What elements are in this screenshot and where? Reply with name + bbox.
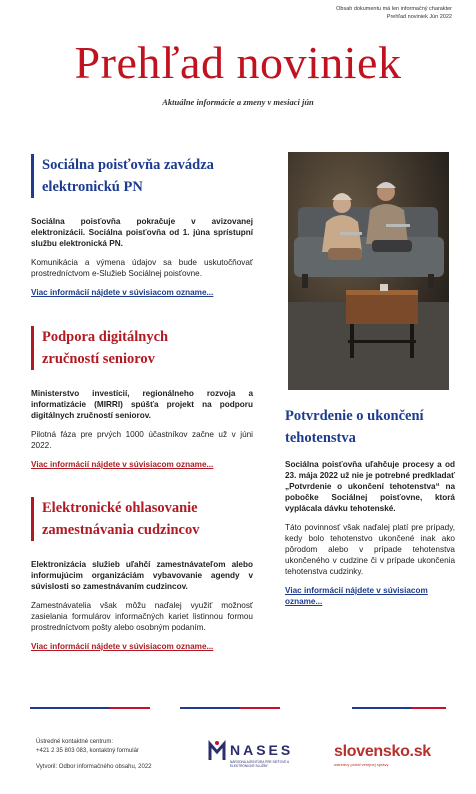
nases-tagline: NÁRODNÁ AGENTÚRA PRE SIEŤOVÉ A ELEKTRONICKÉ SLUŽBY (230, 760, 289, 768)
article-lead: Sociálna poisťovňa uľahčuje procesy a od 23. mája 2022 už nie je potrebné predkladať „Potvrdenie o ukončení tehotenstva“ na pobočke Sociálnej poisťovne, ktorá vyplácala dávku tehotenské. (285, 460, 455, 513)
heading-line: Sociálna poisťovňa zavádza (42, 157, 214, 173)
created-by: Vytvoril: Odbor informačného obsahu, 2022 (36, 764, 152, 770)
article-lead: Ministerstvo investícií, regionálneho rozvoja a informatizácie (MIRRI) spúšťa projekt na podporu digitálnych zručností seniorov. (31, 389, 253, 420)
article-link[interactable]: Viac informácií nájdete v súvisiacom ozname... (285, 586, 428, 606)
nases-wordmark: NASES (230, 742, 294, 758)
article-link[interactable]: Viac informácií nájdete v súvisiacom ozname... (31, 288, 214, 297)
article-heading (285, 405, 455, 449)
article-heading (31, 154, 253, 198)
article-pregnancy-certificate (285, 405, 455, 607)
article-foreigners-employment (31, 497, 253, 652)
nases-logo (208, 740, 294, 768)
article-lead: Elektronizácia služieb uľahčí zamestnávateľom alebo informujúcim organizáciám vybavovanie agendy v súvislosti so zamestnávaním cudzincov. (31, 560, 253, 591)
article-body: Komunikácia a výmena údajov sa bude uskutočňovať prostredníctvom e-Služieb Sociálnej poisťovne. (31, 258, 253, 278)
heading-line: tehotenstva (285, 430, 356, 446)
article-electronic-pn (31, 154, 253, 298)
note-disclaimer: Obsah dokumentu má len informačný charakter (336, 6, 452, 12)
sk-wordmark: slovensko.sk (334, 743, 431, 760)
heading-line: Podpora digitálnych (42, 329, 169, 345)
article-body: Zamestnávatelia však môžu naďalej využiť možnosť zasielania formulárov informačných kariet listinnou formou prostredníctvom pošty alebo osobným podaním. (31, 601, 253, 632)
heading-line: zamestnávania cudzincov (42, 522, 200, 538)
heading-line: zručností seniorov (42, 351, 155, 367)
contact-value[interactable]: +421 2 35 803 083, kontaktný formulár (36, 747, 139, 754)
seniors-photo (288, 152, 449, 390)
note-issue: Prehľad noviniek Jún 2022 (386, 13, 452, 20)
nases-mark-icon (208, 740, 226, 762)
page-title: Prehľad noviniek (74, 37, 402, 88)
heading-line: Elektronické ohlasovanie (42, 500, 198, 516)
document-note (336, 6, 452, 21)
article-heading (31, 497, 253, 541)
sk-tagline: ústredný portál verejnej správy (334, 762, 389, 767)
contact-label: Ústredné kontaktné centrum: (36, 739, 114, 745)
heading-line: elektronickú PN (42, 179, 143, 195)
slovensko-sk-logo (334, 743, 431, 767)
article-lead: Sociálna poisťovňa pokračuje v avizovanej elektronizácii. Sociálna poisťovňa od 1. júna sprístupní službu elektronická PN. (31, 217, 253, 248)
footer-contact (36, 738, 152, 772)
article-link[interactable]: Viac informácií nájdete v súvisiacom ozname... (31, 642, 214, 651)
article-body: Táto povinnosť však naďalej platí pre prípady, kedy bolo tehotenstvo ukončené inak ako pôrodom alebo v prípade tehotenstva ukončeného v cudzine či v prípade ukončenia tehotenstva cudzinky. (285, 523, 455, 576)
article-heading (31, 326, 253, 370)
footer-separator (30, 707, 446, 710)
article-digital-skills (31, 326, 253, 470)
page-subtitle: Aktuálne informácie a zmeny v mesiaci jún (162, 97, 314, 107)
seniors-on-sofa-illustration (288, 152, 449, 390)
article-body: Pilotná fáza pre prvých 1000 účastníkov začne už v júni 2022. (31, 430, 253, 450)
article-link[interactable]: Viac informácií nájdete v súvisiacom ozname... (31, 460, 214, 469)
heading-line: Potvrdenie o ukončení (285, 408, 424, 424)
